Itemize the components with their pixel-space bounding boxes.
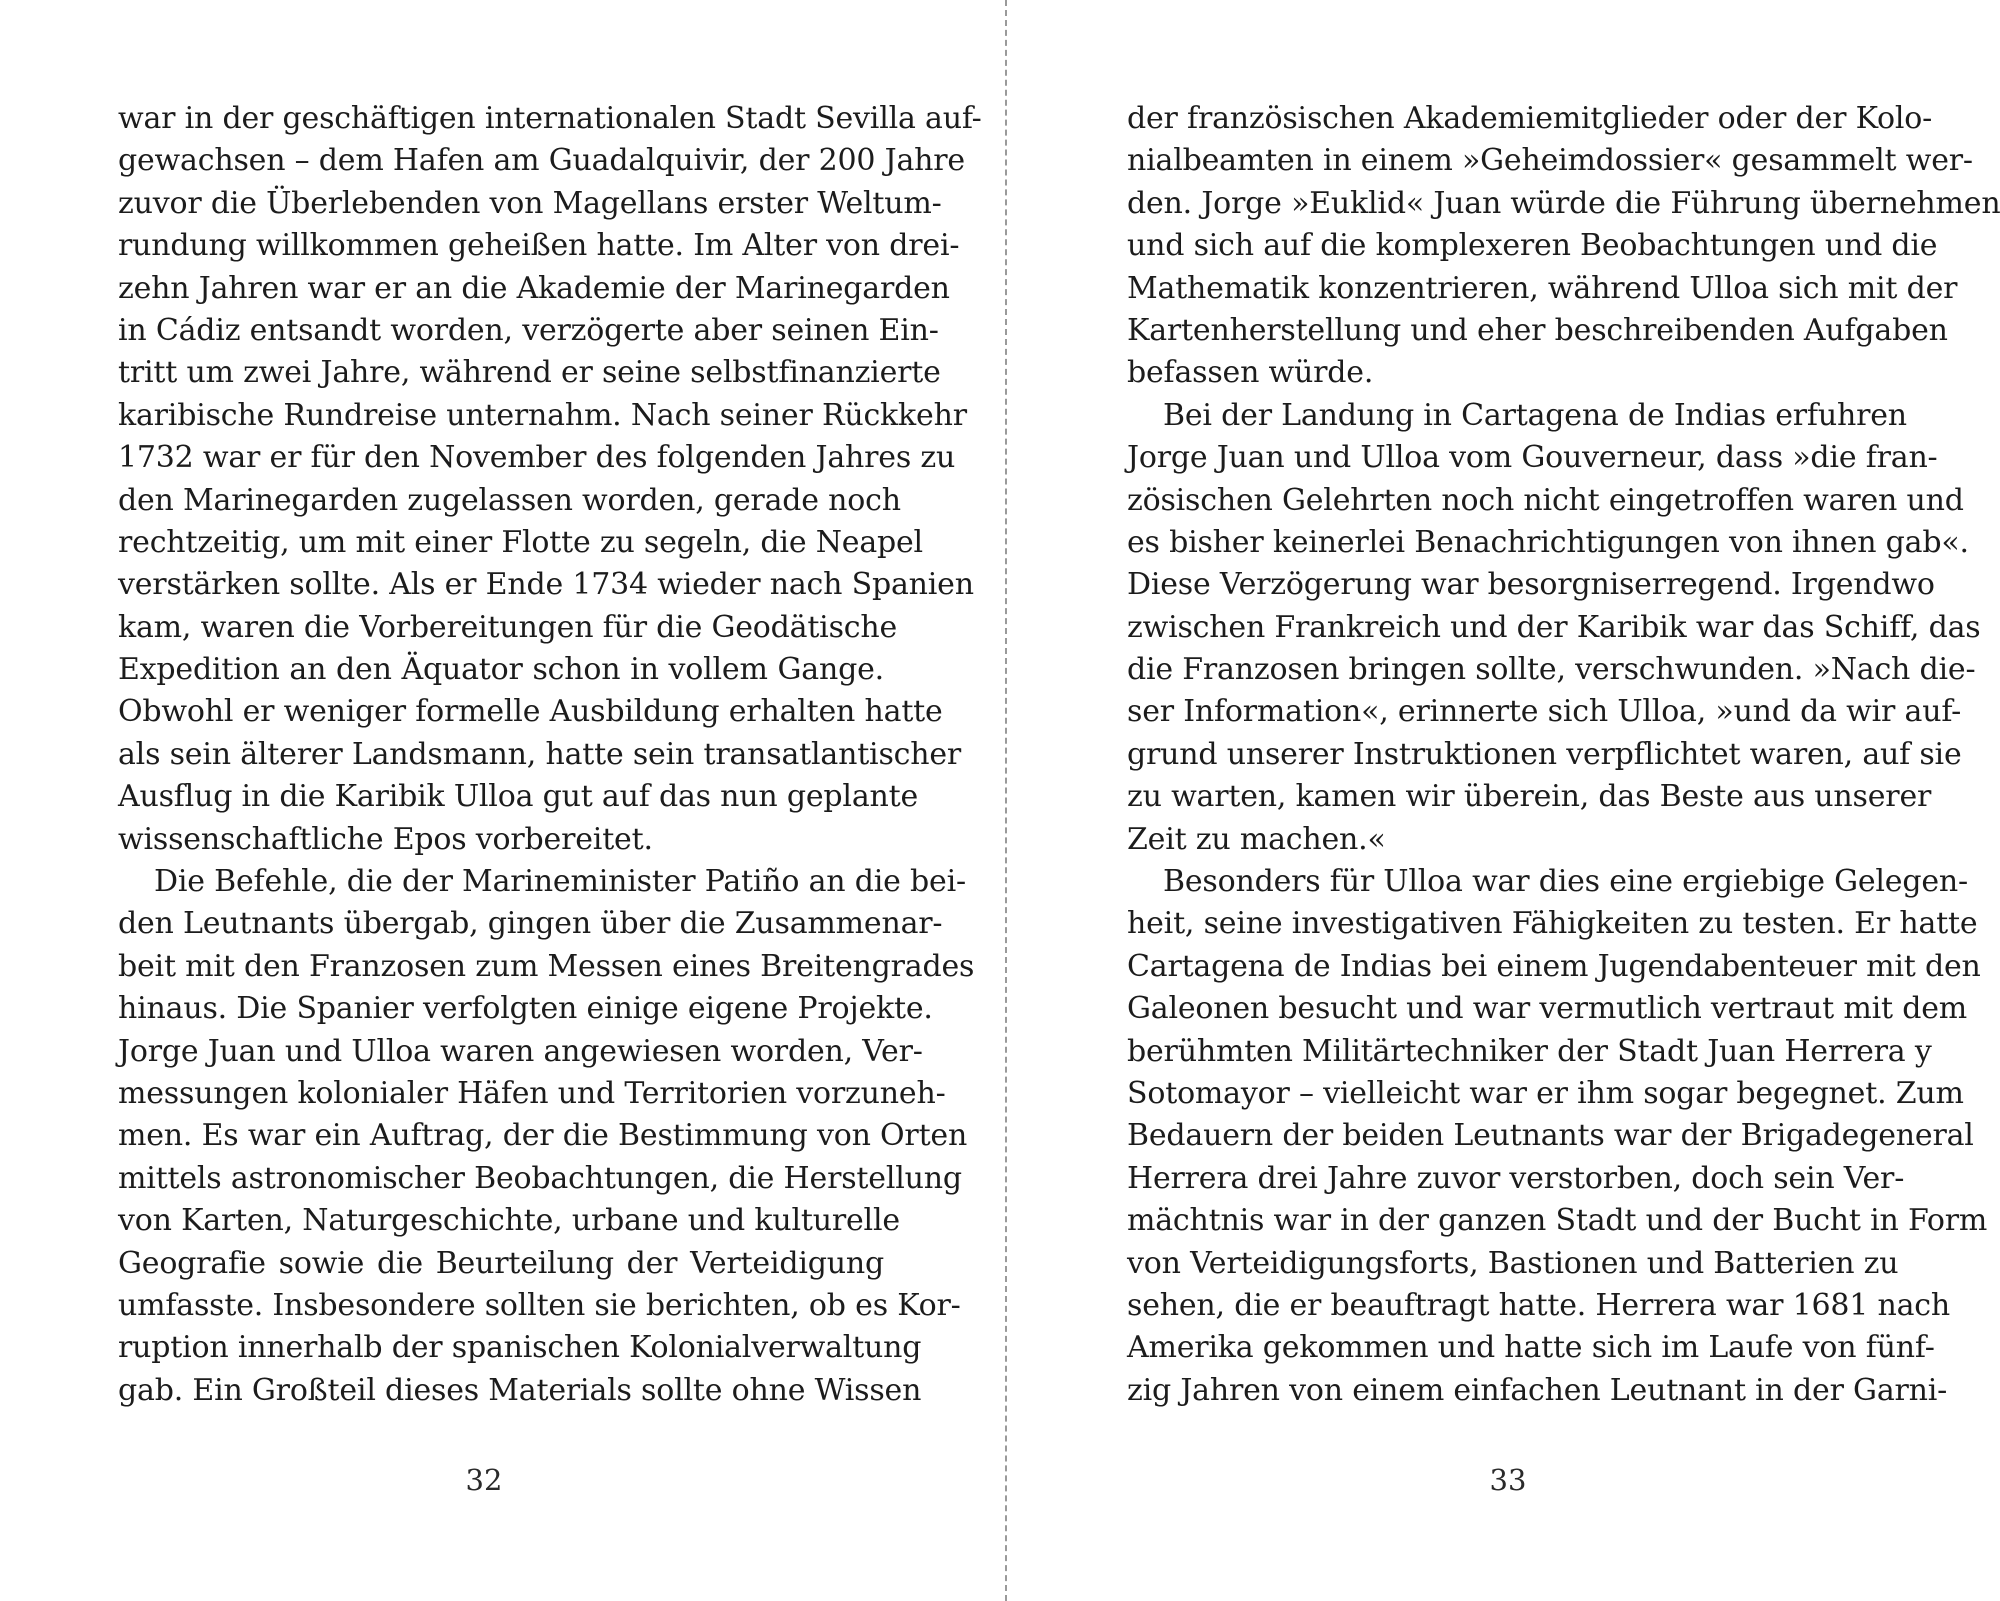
- text-line: Kartenherstellung und eher beschreibenden Aufgaben: [1127, 312, 1948, 348]
- page-gutter-divider: [1005, 0, 1007, 1601]
- text-line: berühmten Militärtechniker der Stadt Juan Herrera y: [1127, 1033, 1932, 1069]
- text-line: umfasste. Insbesondere sollten sie berichten, ob es Kor-: [118, 1287, 961, 1323]
- text-line: rundung willkommen geheißen hatte. Im Alter von drei-: [118, 228, 960, 264]
- text-line: die Franzosen bringen sollte, verschwunden. »Nach die-: [1127, 652, 1976, 688]
- text-line: als sein älterer Landsmann, hatte sein transatlantischer: [118, 736, 962, 772]
- text-line: sehen, die er beauftragt hatte. Herrera war 1681 nach: [1127, 1287, 1950, 1323]
- text-line: Expedition an den Äquator schon in vollem Gange.: [118, 652, 884, 688]
- text-line: men. Es war ein Auftrag, der die Bestimmung von Orten: [118, 1118, 968, 1154]
- page-number-right: 33: [1489, 1463, 1527, 1497]
- text-line: beit mit den Franzosen zum Messen eines Breitengrades: [118, 948, 975, 984]
- text-line: Zeit zu machen.«: [1127, 821, 1386, 857]
- text-line: wissenschaftliche Epos vorbereitet.: [118, 821, 653, 857]
- page-number-left: 32: [465, 1463, 503, 1497]
- text-line: in Cádiz entsandt worden, verzögerte aber seinen Ein-: [118, 312, 939, 348]
- text-line: zuvor die Überlebenden von Magellans erster Weltum-: [118, 185, 942, 221]
- text-line: gab. Ein Großteil dieses Materials sollte ohne Wissen: [118, 1372, 922, 1408]
- text-line: Obwohl er weniger formelle Ausbildung erhalten hatte: [118, 694, 943, 730]
- text-line: den Marinegarden zugelassen worden, gerade noch: [118, 482, 901, 518]
- text-line: zösischen Gelehrten noch nicht eingetroffen waren und: [1127, 482, 1964, 518]
- text-line: ser Information«, erinnerte sich Ulloa, »und da wir auf-: [1127, 694, 1962, 730]
- text-line: war in der geschäftigen internationalen Stadt Sevilla auf-: [118, 101, 982, 136]
- text-line: kam, waren die Vorbereitungen für die Geodätische: [118, 609, 898, 645]
- text-line: den Leutnants übergab, gingen über die Zusammenar-: [118, 906, 943, 942]
- text-line: grund unserer Instruktionen verpflichtet waren, auf sie: [1127, 736, 1962, 772]
- left-page-text: [118, 98, 982, 1412]
- text-line: von Verteidigungsforts, Bastionen und Batterien zu: [1127, 1245, 1899, 1281]
- text-line: nialbeamten in einem »Geheimdossier« gesammelt wer-: [1127, 143, 1973, 179]
- text-line: Sotomayor – vielleicht war er ihm sogar begegnet. Zum: [1127, 1075, 1964, 1111]
- text-line: von Karten, Naturgeschichte, urbane und kulturelle: [118, 1203, 900, 1239]
- text-line: der französischen Akademiemitglieder oder der Kolo-: [1127, 101, 1933, 136]
- text-line: mächtnis war in der ganzen Stadt und der Bucht in Form: [1127, 1203, 1988, 1239]
- text-line: tritt um zwei Jahre, während er seine selbstfinanzierte: [118, 355, 941, 391]
- text-line: hinaus. Die Spanier verfolgten einige eigene Projekte.: [118, 991, 933, 1027]
- text-line: ruption innerhalb der spanischen Kolonialverwaltung: [118, 1330, 922, 1366]
- text-line: Ausflug in die Karibik Ulloa gut auf das nun geplante: [118, 779, 919, 815]
- text-line: Jorge Juan und Ulloa vom Gouverneur, dass »die fran-: [1127, 440, 1938, 476]
- text-line: Mathematik konzentrieren, während Ulloa sich mit der: [1127, 270, 1958, 306]
- text-line: gewachsen – dem Hafen am Guadalquivir, der 200 Jahre: [118, 143, 965, 179]
- text-line: messungen kolonialer Häfen und Territorien vorzuneh-: [118, 1075, 946, 1111]
- text-line: zig Jahren von einem einfachen Leutnant in der Garni-: [1127, 1372, 1948, 1408]
- text-line: und sich auf die komplexeren Beobachtungen und die: [1127, 228, 1938, 264]
- right-page-text: [1127, 98, 2000, 1412]
- text-line: rechtzeitig, um mit einer Flotte zu segeln, die Neapel: [118, 524, 923, 560]
- text-line: karibische Rundreise unternahm. Nach seiner Rückkehr: [118, 397, 967, 433]
- text-line: Besonders für Ulloa war dies eine ergiebige Gelegen-: [1163, 864, 1968, 900]
- text-line: zehn Jahren war er an die Akademie der Marinegarden: [118, 270, 950, 306]
- text-line: den. Jorge »Euklid« Juan würde die Führung übernehmen: [1127, 185, 2000, 221]
- text-line: Herrera drei Jahre zuvor verstorben, doch sein Ver-: [1127, 1160, 1905, 1196]
- text-line: zwischen Frankreich und der Karibik war das Schiff, das: [1127, 609, 1981, 645]
- text-line: zu warten, kamen wir überein, das Beste aus unserer: [1127, 779, 1932, 815]
- text-line: Amerika gekommen und hatte sich im Laufe von fünf-: [1127, 1330, 1935, 1366]
- text-line: Cartagena de Indias bei einem Jugendabenteuer mit den: [1127, 948, 1981, 984]
- text-line: es bisher keinerlei Benachrichtigungen von ihnen gab«.: [1127, 524, 1969, 560]
- text-line: Diese Verzögerung war besorgniserregend. Irgendwo: [1127, 567, 1935, 603]
- text-line: Die Befehle, die der Marineminister Patiño an die bei-: [154, 864, 966, 900]
- text-line: Galeonen besucht und war vermutlich vertraut mit dem: [1127, 991, 1968, 1027]
- text-line: 1732 war er für den November des folgenden Jahres zu: [118, 440, 956, 476]
- text-line: Jorge Juan und Ulloa waren angewiesen worden, Ver-: [118, 1033, 923, 1069]
- text-line: Bei der Landung in Cartagena de Indias erfuhren: [1163, 397, 1907, 433]
- text-line: Geografie sowie die Beurteilung der Verteidigung: [118, 1245, 884, 1281]
- text-line: mittels astronomischer Beobachtungen, die Herstellung: [118, 1160, 962, 1196]
- text-line: verstärken sollte. Als er Ende 1734 wieder nach Spanien: [118, 567, 974, 603]
- text-line: heit, seine investigativen Fähigkeiten zu testen. Er hatte: [1127, 906, 1978, 942]
- text-line: Bedauern der beiden Leutnants war der Brigadegeneral: [1127, 1118, 1974, 1154]
- text-line: befassen würde.: [1127, 355, 1374, 391]
